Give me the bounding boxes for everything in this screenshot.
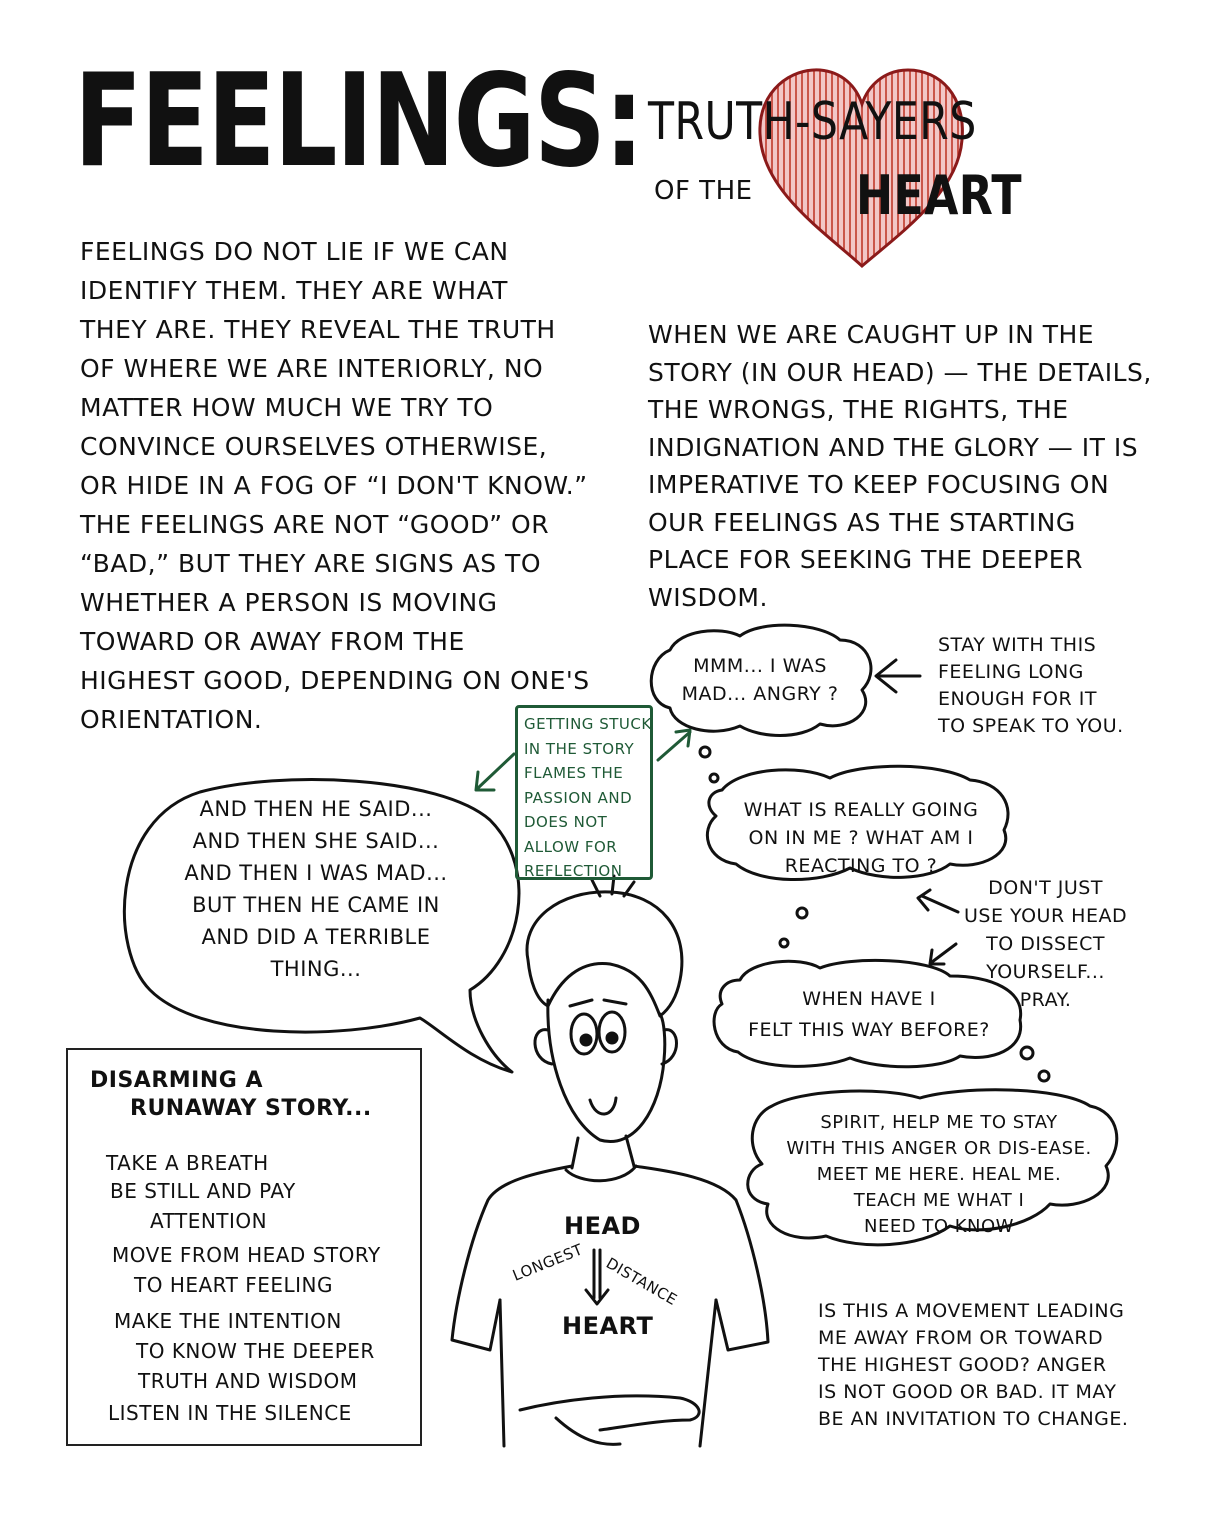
text-line: WHEN HAVE I [802, 988, 936, 1010]
thought-1-text [662, 652, 858, 708]
getting-stuck-box [515, 705, 653, 880]
text-line: PLACE FOR SEEKING THE DEEPER [648, 545, 1083, 574]
text-line: ATTENTION [150, 1209, 268, 1233]
text-line: TAKE A BREATH [106, 1151, 269, 1175]
text-line: IN THE STORY [524, 739, 635, 758]
text-line: THE WRONGS, THE RIGHTS, THE [648, 395, 1069, 424]
shirt-distance-label: DISTANCE [603, 1254, 681, 1310]
text-line: LISTEN IN THE SILENCE [108, 1401, 352, 1425]
text-line: THEY ARE. THEY REVEAL THE TRUTH [80, 315, 556, 344]
text-line: DOES NOT [524, 813, 608, 831]
step-be-still [110, 1176, 296, 1236]
text-line: OF WHERE WE ARE INTERIORLY, NO [80, 354, 544, 383]
text-line: SPIRIT, HELP ME TO STAY [820, 1112, 1058, 1133]
dont-just-use-head-note [964, 874, 1127, 1014]
arrow-to-cloud-3 [930, 944, 956, 964]
text-line: IS THIS A MOVEMENT LEADING [818, 1300, 1125, 1322]
subtitle-heart: HEART [856, 164, 1022, 227]
text-line: WHEN WE ARE CAUGHT UP IN THE [648, 320, 1095, 349]
text-line: PRAY. [1019, 989, 1072, 1011]
text-line: ALLOW FOR [524, 837, 618, 856]
movement-question-note [818, 1298, 1128, 1433]
text-line: GETTING STUCK [524, 715, 652, 733]
text-line: IS NOT GOOD OR BAD. IT MAY [818, 1381, 1117, 1403]
text-line: HIGHEST GOOD, DEPENDING ON ONE'S [80, 666, 590, 695]
step-head-to-heart [112, 1240, 381, 1300]
disarm-title-line1: DISARMING A [90, 1068, 263, 1093]
text-line: TRUTH AND WISDOM [138, 1369, 358, 1393]
text-line: MAKE THE INTENTION [114, 1309, 342, 1333]
text-line: NEED TO KNOW [864, 1216, 1014, 1237]
text-line: AND DID A TERRIBLE [201, 925, 431, 949]
green-arrow-left [476, 754, 514, 790]
text-line: TOWARD OR AWAY FROM THE [80, 627, 465, 656]
thought-2-text [716, 796, 1006, 880]
text-line: WHAT IS REALLY GOING [743, 799, 979, 821]
text-line: MMM... I WAS [693, 655, 827, 677]
text-line: TO DISSECT [986, 933, 1105, 955]
text-line: THE HIGHEST GOOD? ANGER [818, 1354, 1107, 1376]
text-line: BE AN INVITATION TO CHANGE. [818, 1408, 1129, 1430]
step-breath [106, 1148, 269, 1178]
text-line: MATTER HOW MUCH WE TRY TO [80, 393, 494, 422]
text-line: DON'T JUST [988, 877, 1103, 899]
text-line: IDENTIFY THEM. THEY ARE WHAT [80, 276, 508, 305]
arrow-to-cloud-2 [918, 890, 958, 912]
left-arrow-stay [876, 660, 920, 692]
text-line: “BAD,” BUT THEY ARE SIGNS AS TO [80, 549, 541, 578]
text-line: YOURSELF... [986, 961, 1105, 983]
green-arrow-right [658, 730, 690, 760]
subtitle-truth-sayers: TRUTH-SAYERS [648, 92, 977, 152]
text-line: TEACH ME WHAT I [853, 1190, 1025, 1211]
subtitle-of-the: OF THE [654, 176, 753, 206]
text-line: THING... [270, 957, 362, 981]
text-line: OUR FEELINGS AS THE STARTING [648, 507, 1076, 537]
text-line: ME AWAY FROM OR TOWARD [818, 1327, 1104, 1349]
text-line: USE YOUR HEAD [964, 905, 1128, 927]
text-line: TO SPEAK TO YOU. [938, 715, 1124, 737]
text-line: AND THEN SHE SAID... [192, 829, 440, 853]
disarming-story-box [66, 1048, 422, 1446]
shirt-longest-label: LONGEST [510, 1240, 586, 1285]
disarm-title-line2: RUNAWAY STORY... [130, 1096, 372, 1121]
stay-with-feeling-note [938, 632, 1124, 740]
text-line: AND THEN HE SAID... [199, 797, 433, 821]
text-line: FEELINGS DO NOT LIE IF WE CAN [80, 237, 509, 266]
step-listen [108, 1398, 352, 1428]
text-line: FLAMES THE [524, 764, 624, 782]
text-line: TO KNOW THE DEEPER [136, 1339, 375, 1363]
text-line: WITH THIS ANGER OR DIS-EASE. [786, 1138, 1092, 1159]
text-line: STAY WITH THIS [938, 634, 1097, 656]
text-line: TO HEART FEELING [134, 1273, 333, 1297]
text-line: MOVE FROM HEAD STORY [112, 1243, 381, 1267]
text-line: THE FEELINGS ARE NOT “GOOD” OR [80, 510, 550, 539]
text-line: INDIGNATION AND THE GLORY — IT IS [648, 432, 1139, 462]
text-line: REFLECTION [524, 862, 623, 880]
thought-4-text [764, 1110, 1114, 1240]
text-line: FELT THIS WAY BEFORE? [748, 1019, 990, 1041]
text-line: PASSION AND [524, 788, 633, 807]
text-line: BUT THEN HE CAME IN [192, 893, 440, 917]
page-title: FEELINGS: [74, 47, 643, 196]
step-intention [114, 1306, 375, 1396]
text-line: ENOUGH FOR IT [938, 688, 1097, 710]
text-line: WISDOM. [648, 582, 768, 612]
text-line: AND THEN I WAS MAD... [184, 861, 448, 885]
text-line: MEET ME HERE. HEAL ME. [816, 1164, 1062, 1185]
shirt-heart-label: HEART [562, 1312, 654, 1340]
text-line: MAD... ANGRY ? [681, 683, 839, 705]
shirt-head-label: HEAD [564, 1212, 641, 1240]
text-line: FEELING LONG [938, 661, 1084, 683]
text-line: STORY (IN OUR HEAD) — THE DETAILS, [648, 357, 1152, 387]
text-line: WHETHER A PERSON IS MOVING [80, 588, 498, 617]
text-line: IMPERATIVE TO KEEP FOCUSING ON [648, 470, 1110, 499]
text-line: ORIENTATION. [80, 705, 263, 734]
speech-bubble [156, 793, 476, 985]
text-line: ON IN ME ? WHAT AM I [748, 827, 974, 849]
text-line: OR HIDE IN A FOG OF “I DON'T KNOW.” [80, 471, 588, 500]
text-line: CONVINCE OURSELVES OTHERWISE, [80, 432, 548, 461]
text-line: REACTING TO ? [784, 855, 938, 877]
text-line: BE STILL AND PAY [110, 1179, 296, 1203]
